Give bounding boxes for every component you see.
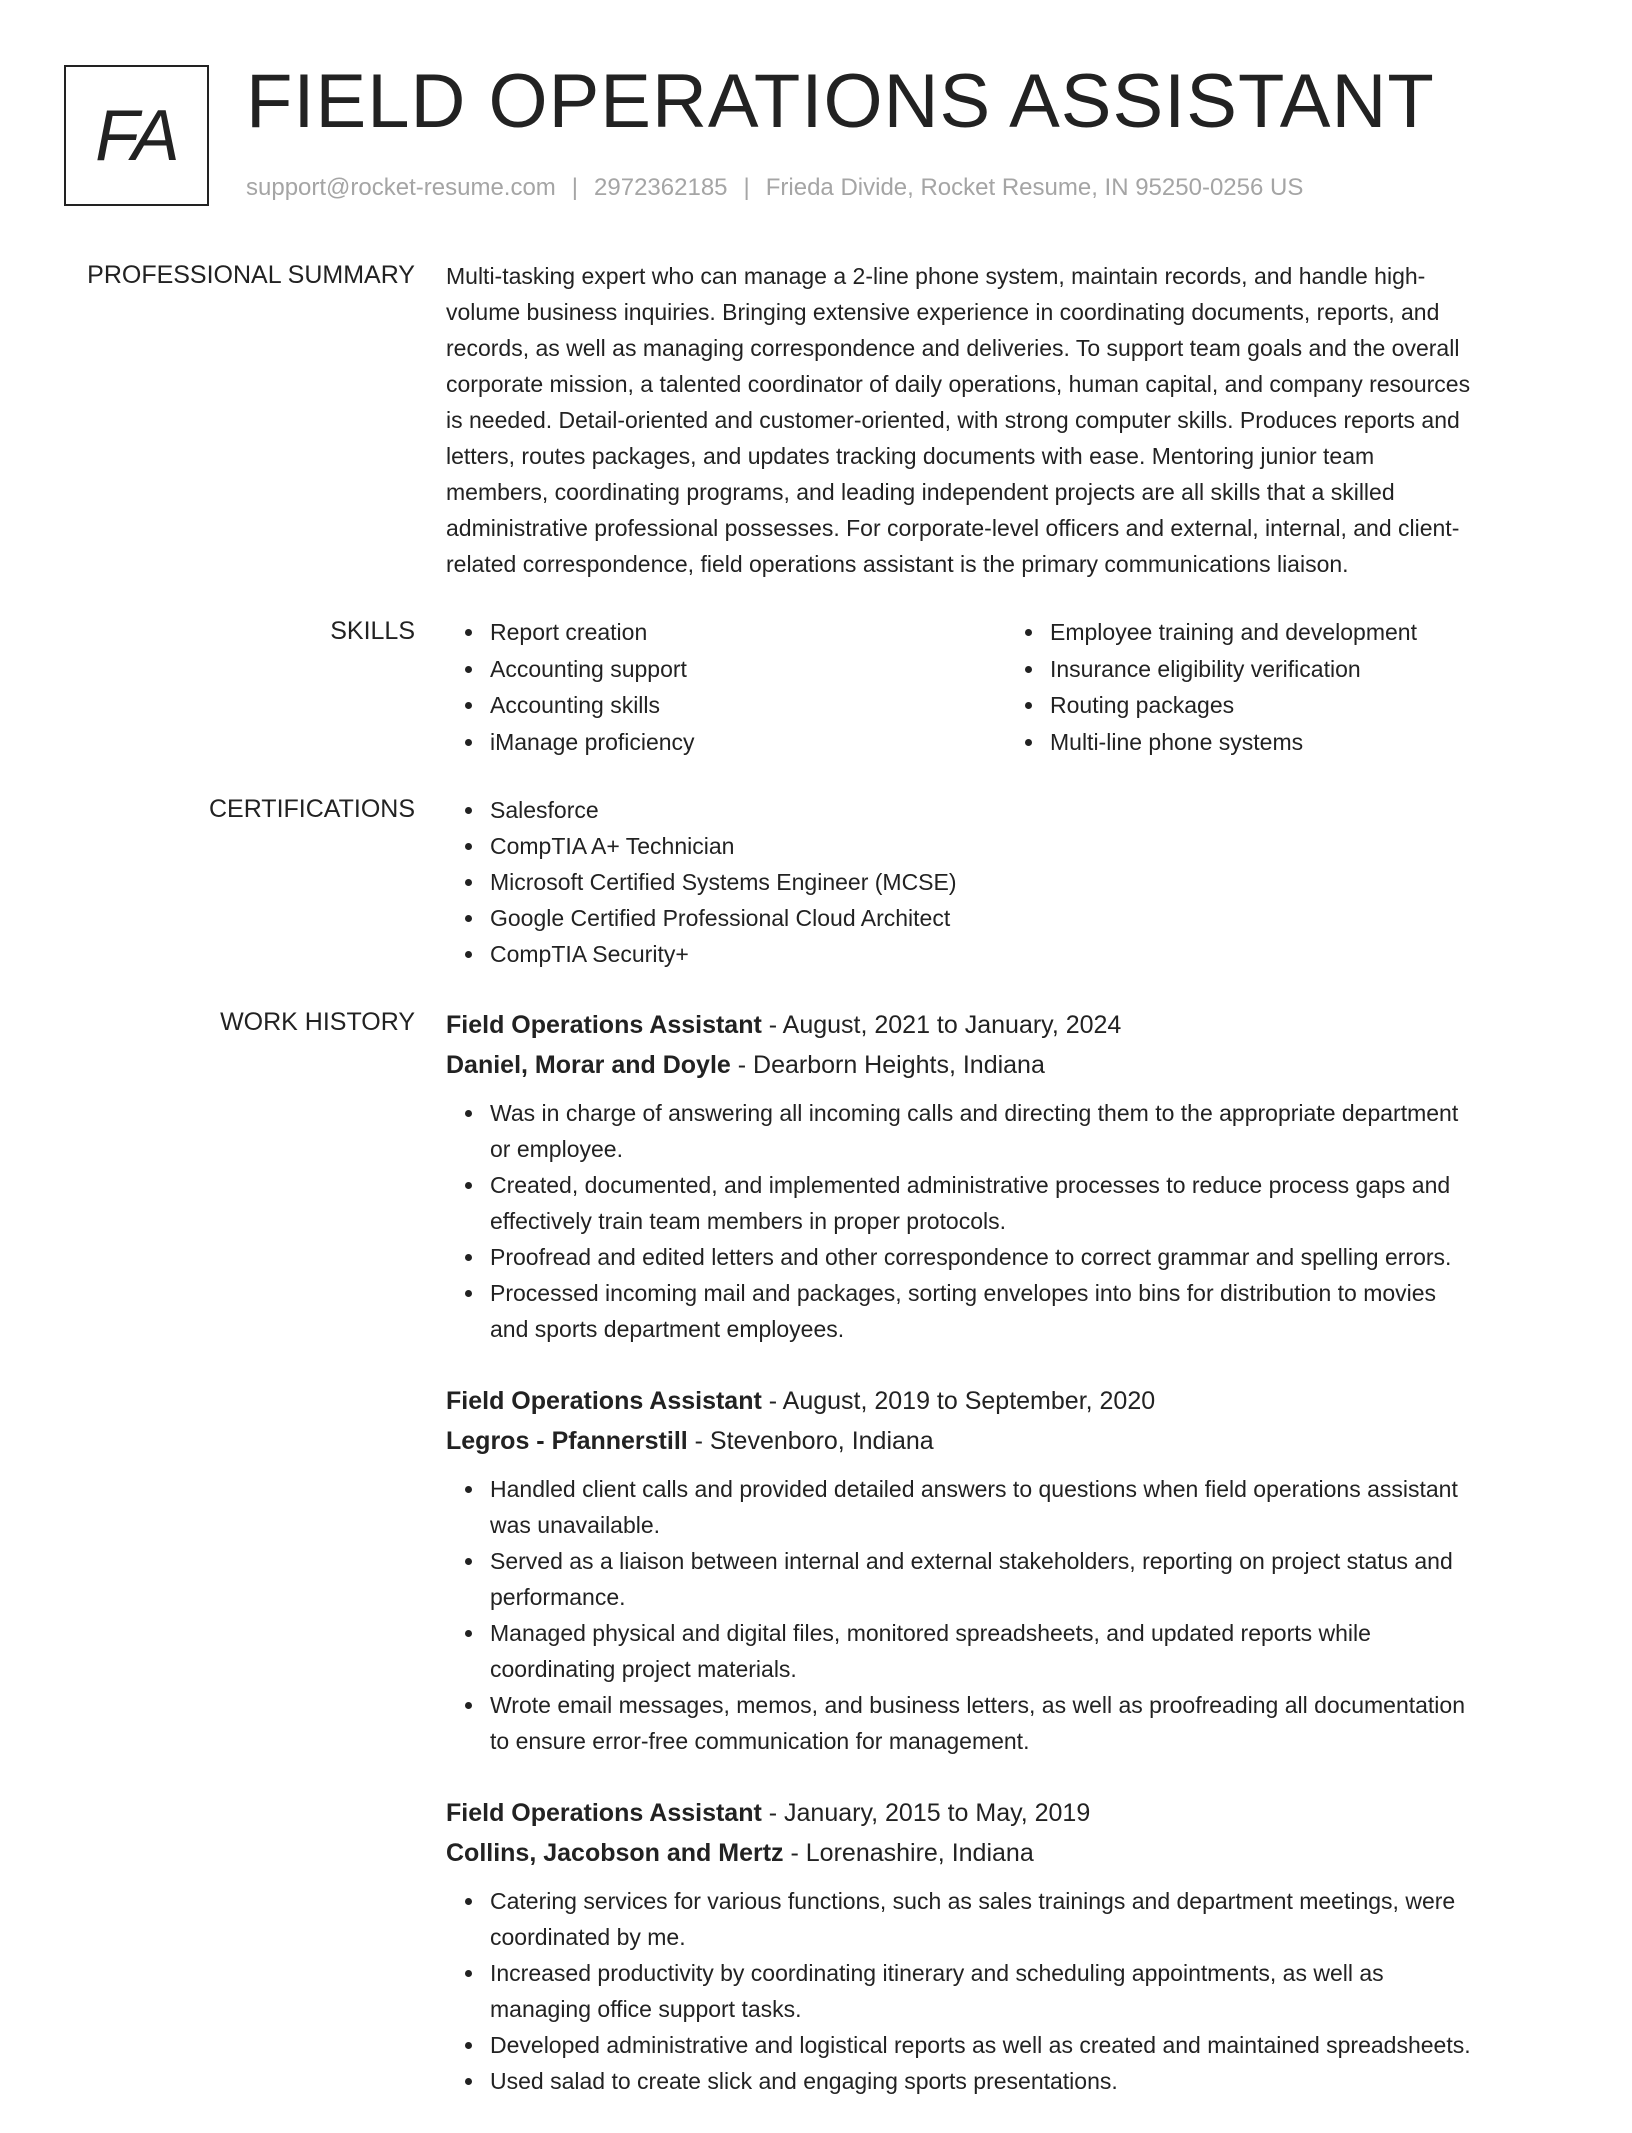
job-bullet: Managed physical and digital files, monitored spreadsheets, and updated reports while coordinating project materials. bbox=[490, 1615, 1566, 1687]
contact-line bbox=[246, 174, 1303, 202]
skill-item: iManage proficiency bbox=[490, 724, 1006, 761]
summary-label: PROFESSIONAL SUMMARY bbox=[87, 261, 415, 289]
job-entry bbox=[446, 1793, 1566, 2099]
certification-item: Google Certified Professional Cloud Architect bbox=[490, 900, 1566, 936]
contact-phone[interactable]: 2972362185 bbox=[594, 174, 728, 201]
job-bullet: Increased productivity by coordinating itinerary and scheduling appointments, as well as managing office support tasks. bbox=[490, 1955, 1566, 2027]
skills-list bbox=[446, 614, 1566, 760]
contact-separator: | bbox=[571, 174, 579, 201]
summary-text bbox=[446, 258, 1566, 582]
job-title-line bbox=[446, 1381, 1566, 1421]
summary-line: records, as well as managing correspondence and deliveries. To support team goals and the overall bbox=[446, 335, 1460, 361]
job-title-line bbox=[446, 1005, 1566, 1045]
job-title: Field Operations Assistant bbox=[446, 1011, 762, 1039]
work-history-label: WORK HISTORY bbox=[220, 1008, 415, 1036]
job-title: Field Operations Assistant bbox=[446, 1387, 762, 1415]
job-bullet: Created, documented, and implemented administrative processes to reduce process gaps and effectively train team members in proper protocols. bbox=[490, 1167, 1566, 1239]
skills-column-right bbox=[1006, 614, 1566, 760]
job-company: Daniel, Morar and Doyle bbox=[446, 1051, 731, 1079]
job-company-line bbox=[446, 1045, 1566, 1085]
certifications-list bbox=[446, 792, 1566, 972]
summary-line: related correspondence, field operations assistant is the primary communications liaison. bbox=[446, 551, 1349, 577]
job-company: Collins, Jacobson and Mertz bbox=[446, 1839, 784, 1867]
job-company-line bbox=[446, 1421, 1566, 1461]
resume-title: FIELD OPERATIONS ASSISTANT bbox=[246, 59, 1435, 144]
job-location: - Stevenboro, Indiana bbox=[687, 1427, 934, 1455]
job-bullet: Served as a liaison between internal and external stakeholders, reporting on project status and performance. bbox=[490, 1543, 1566, 1615]
summary-line: volume business inquiries. Bringing extensive experience in coordinating documents, reports, and bbox=[446, 299, 1440, 325]
certifications-label: CERTIFICATIONS bbox=[208, 795, 415, 823]
skill-item: Routing packages bbox=[1050, 687, 1566, 724]
monogram-initials: FA bbox=[95, 95, 178, 176]
job-entry bbox=[446, 1381, 1566, 1759]
certification-item: Salesforce bbox=[490, 792, 1566, 828]
skills-column-left bbox=[446, 614, 1006, 760]
skill-item: Multi-line phone systems bbox=[1050, 724, 1566, 761]
job-bullets bbox=[446, 1883, 1566, 2099]
work-history-list bbox=[446, 1005, 1566, 2133]
certification-item: CompTIA A+ Technician bbox=[490, 828, 1566, 864]
job-bullet: Handled client calls and provided detailed answers to questions when field operations assistant was unavailable. bbox=[490, 1471, 1566, 1543]
summary-line: corporate mission, a talented coordinator of daily operations, human capital, and company resources bbox=[446, 371, 1471, 397]
job-dates: - August, 2019 to September, 2020 bbox=[761, 1387, 1156, 1415]
skill-item: Report creation bbox=[490, 614, 1006, 651]
monogram-box bbox=[64, 65, 209, 206]
contact-separator: | bbox=[743, 174, 750, 201]
certification-item: CompTIA Security+ bbox=[490, 936, 1566, 972]
certification-item: Microsoft Certified Systems Engineer (MCSE) bbox=[490, 864, 1566, 900]
contact-email[interactable]: support@rocket-resume.com bbox=[246, 174, 556, 201]
job-bullet: Used salad to create slick and engaging sports presentations. bbox=[490, 2063, 1566, 2099]
summary-line: Multi-tasking expert who can manage a 2-line phone system, maintain records, and handle high- bbox=[446, 263, 1426, 289]
job-bullet: Processed incoming mail and packages, sorting envelopes into bins for distribution to movies and sports department employees. bbox=[490, 1275, 1566, 1347]
job-entry bbox=[446, 1005, 1566, 1347]
job-bullet: Developed administrative and logistical reports as well as created and maintained spreadsheets. bbox=[490, 2027, 1566, 2063]
job-location: - Lorenashire, Indiana bbox=[783, 1839, 1034, 1867]
skill-item: Employee training and development bbox=[1050, 614, 1566, 651]
skills-label: SKILLS bbox=[330, 617, 415, 645]
job-dates: - January, 2015 to May, 2019 bbox=[761, 1799, 1091, 1827]
job-bullet: Wrote email messages, memos, and business letters, as well as proofreading all documentation to ensure error-free communication for management. bbox=[490, 1687, 1566, 1759]
skill-item: Accounting skills bbox=[490, 687, 1006, 724]
skill-item: Accounting support bbox=[490, 651, 1006, 688]
job-dates: - August, 2021 to January, 2024 bbox=[761, 1011, 1122, 1039]
skill-item: Insurance eligibility verification bbox=[1050, 651, 1566, 688]
summary-line: is needed. Detail-oriented and customer-oriented, with strong computer skills. Produces reports and bbox=[446, 407, 1460, 433]
job-bullets bbox=[446, 1095, 1566, 1347]
job-location: - Dearborn Heights, Indiana bbox=[730, 1051, 1045, 1079]
summary-line: administrative professional possesses. For corporate-level officers and external, internal, and client- bbox=[446, 515, 1460, 541]
job-company-line bbox=[446, 1833, 1566, 1873]
job-title: Field Operations Assistant bbox=[446, 1799, 762, 1827]
summary-line: letters, routes packages, and updates tracking documents with ease. Mentoring junior team bbox=[446, 443, 1375, 469]
summary-line: members, coordinating programs, and leading independent projects are all skills that a skilled bbox=[446, 479, 1395, 505]
job-company: Legros - Pfannerstill bbox=[446, 1427, 688, 1455]
job-bullets bbox=[446, 1471, 1566, 1759]
job-bullet: Was in charge of answering all incoming calls and directing them to the appropriate department or employee. bbox=[490, 1095, 1566, 1167]
job-bullet: Proofread and edited letters and other correspondence to correct grammar and spelling errors. bbox=[490, 1239, 1566, 1275]
job-bullet: Catering services for various functions, such as sales trainings and department meetings, were coordinated by me. bbox=[490, 1883, 1566, 1955]
contact-address: Frieda Divide, Rocket Resume, IN 95250-0256 US bbox=[765, 174, 1304, 201]
job-title-line bbox=[446, 1793, 1566, 1833]
